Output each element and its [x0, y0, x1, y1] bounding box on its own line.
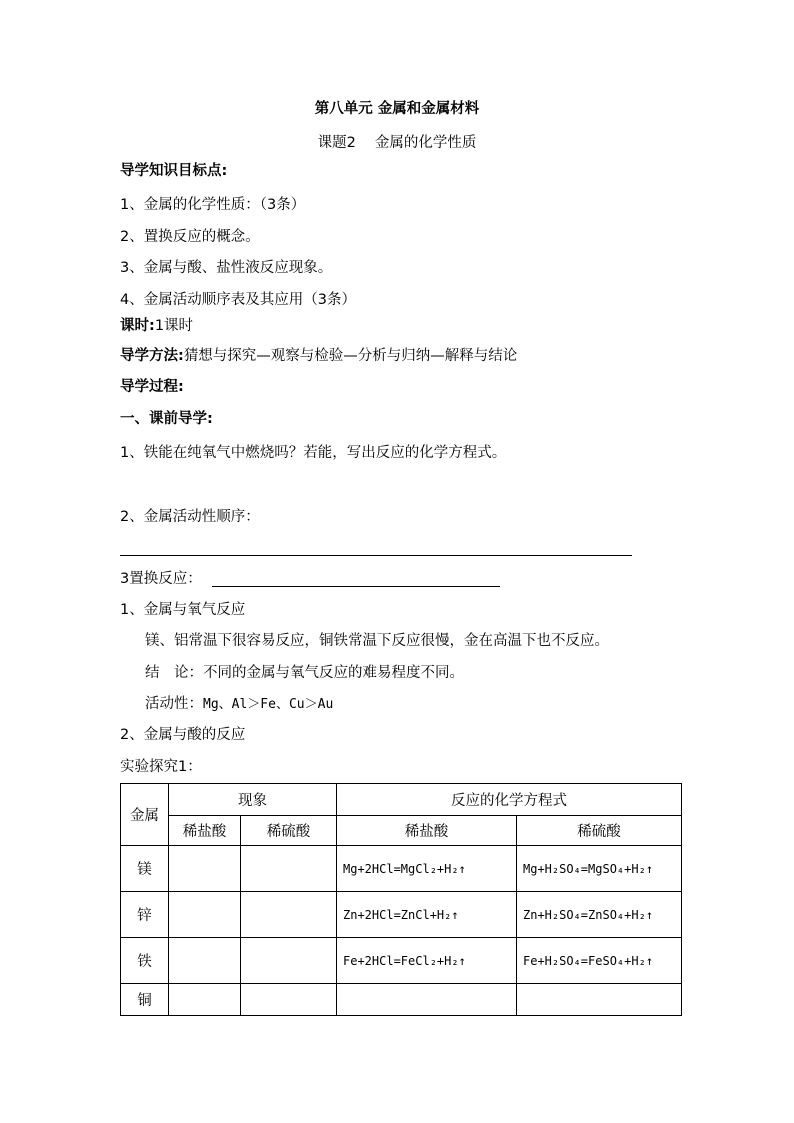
blank-cell[interactable]	[169, 938, 241, 984]
page-subtitle: 课题2 金属的化学性质	[317, 135, 477, 151]
method-value: 猜想与探究—观察与检验—分析与归纳—解释与结论	[183, 348, 518, 364]
objective-item: 4、金属活动顺序表及其应用（3条）	[120, 292, 356, 308]
process-heading: 导学过程:	[120, 379, 184, 395]
subheader-h2so4: 稀硫酸	[241, 816, 337, 846]
equation-cell: Zn+H₂SO₄=ZnSO₄+H₂↑	[517, 892, 682, 938]
equation-cell: Fe+2HCl=FeCl₂+H₂↑	[337, 938, 517, 984]
blank-cell[interactable]	[169, 892, 241, 938]
equation-cell[interactable]	[337, 984, 517, 1016]
objective-item: 2、置换反应的概念。	[120, 229, 260, 245]
metal-cell: 铁	[121, 938, 169, 984]
equation-cell[interactable]	[517, 984, 682, 1016]
metal-cell: 铜	[121, 984, 169, 1016]
table-row	[121, 846, 682, 892]
method-line	[120, 347, 517, 365]
activity-line	[145, 695, 333, 714]
oxygen-heading: 1、金属与氧气反应	[120, 602, 246, 618]
table-row	[121, 984, 682, 1016]
activity-label: 活动性：	[145, 696, 203, 712]
table-row	[121, 938, 682, 984]
objective-item: 1、金属的化学性质：（3条）	[120, 197, 306, 213]
method-label: 导学方法:	[120, 348, 184, 364]
objective-item: 3、金属与酸、盐性液反应现象。	[120, 260, 333, 276]
acid-heading: 2、金属与酸的反应	[120, 727, 246, 743]
metal-cell: 镁	[121, 846, 169, 892]
question-2: 2、金属活动性顺序：	[120, 509, 260, 525]
equation-cell: Mg+H₂SO₄=MgSO₄+H₂↑	[517, 846, 682, 892]
blank-cell[interactable]	[241, 892, 337, 938]
subheader-hcl: 稀盐酸	[337, 816, 517, 846]
equation-cell: Zn+2HCl=ZnCl+H₂↑	[337, 892, 517, 938]
header-equation: 反应的化学方程式	[337, 784, 682, 816]
question-1: 1、铁能在纯氧气中燃烧吗？若能，写出反应的化学方程式。	[120, 445, 507, 461]
activity-value: Mg、Al＞Fe、Cu＞Au	[203, 697, 334, 712]
blank-cell[interactable]	[241, 984, 337, 1016]
subheader-h2so4: 稀硫酸	[517, 816, 682, 846]
section1-heading: 一、课前导学:	[120, 411, 213, 427]
answer-blank[interactable]	[120, 555, 632, 556]
oxygen-conclusion: 结 论：不同的金属与氧气反应的难易程度不同。	[145, 665, 464, 681]
metal-cell: 锌	[121, 892, 169, 938]
question-3: 3置换反应：	[120, 571, 202, 587]
objectives-heading: 导学知识目标点:	[120, 163, 228, 179]
equation-cell: Fe+H₂SO₄=FeSO₄+H₂↑	[517, 938, 682, 984]
period-value: 1课时	[154, 318, 194, 334]
subheader-hcl: 稀盐酸	[169, 816, 241, 846]
blank-cell[interactable]	[241, 846, 337, 892]
period-label: 课时:	[120, 318, 155, 334]
experiment-table	[120, 783, 682, 1016]
experiment-label: 实验探究1：	[120, 759, 202, 775]
answer-blank[interactable]	[212, 586, 500, 587]
blank-cell[interactable]	[241, 938, 337, 984]
equation-cell: Mg+2HCl=MgCl₂+H₂↑	[337, 846, 517, 892]
blank-cell[interactable]	[169, 846, 241, 892]
header-phenomenon: 现象	[169, 784, 337, 816]
page-title: 第八单元 金属和金属材料	[314, 101, 480, 117]
period-line	[120, 317, 193, 335]
oxygen-text: 镁、铝常温下很容易反应，铜铁常温下反应很慢，金在高温下也不反应。	[145, 633, 609, 649]
table-row	[121, 892, 682, 938]
header-metal: 金属	[121, 784, 169, 846]
blank-cell[interactable]	[169, 984, 241, 1016]
